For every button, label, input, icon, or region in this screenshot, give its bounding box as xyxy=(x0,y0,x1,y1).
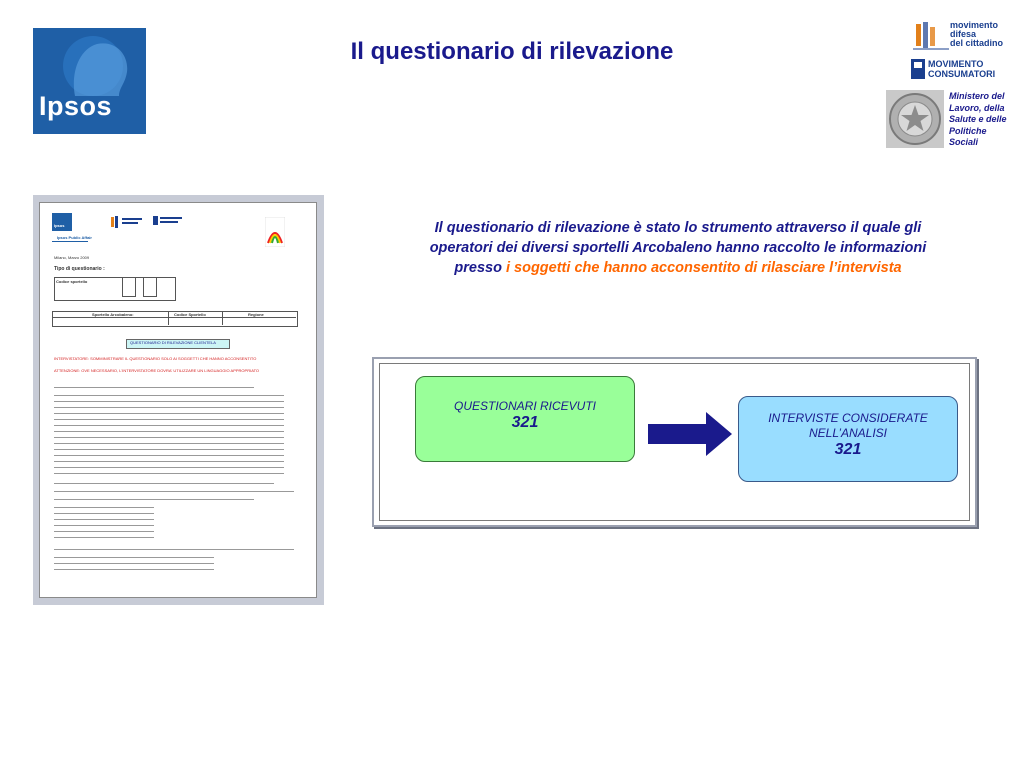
ministry-seal xyxy=(886,90,944,148)
ministry-label: Ministero del Lavoro, della Salute e delle Politiche Sociali xyxy=(949,91,1007,147)
ipsos-logo-text: Ipsos xyxy=(39,91,113,121)
scan-arcobaleno-logo xyxy=(265,217,285,247)
scan-mdc-logo xyxy=(110,215,144,229)
received-box xyxy=(415,376,635,462)
description-highlight: i soggetti che hanno acconsentito di rilasciare l’intervista xyxy=(505,260,902,276)
description-text: Il questionario di rilevazione è stato lo strumento attraverso il quale gli operatori dei diversi sportelli Arcobaleno hanno raccolto le informazioni presso i soggetti che hanno acconsentito di rilasciare l’intervista xyxy=(429,220,927,276)
scan-ipsos-logo xyxy=(52,213,72,231)
page-title: Il questionario di rilevazione xyxy=(350,38,674,65)
received-value: 321 xyxy=(511,414,539,431)
received-label: QUESTIONARI RICEVUTI xyxy=(453,399,596,413)
arrow-right-icon xyxy=(648,412,732,456)
considered-box xyxy=(738,396,958,482)
considered-label: INTERVISTE CONSIDERATE NELL’ANALISI xyxy=(768,411,928,440)
questionnaire-page: Ipsos Ipsos Public Affair Milano, Marzo 2009 Tipo di questionario : Codice sportello Sportello Arcobaleno: Codice Sportello Regione QUESTIONARIO DI RILEVAZIONE CLIENTELA INTERVISTATORE: SOMMINISTRARE IL QUESTIONARIO SOLO AI SOGGETTI CHE HANNO ACCONSENTITO ATTENZIONE: OVE NECESSARIO, L'INTERVISTATORE DOVRA' UTILIZZARE UN LINGUAGGIO APPROPRIATO xyxy=(39,202,317,598)
mdc-logo-text: movimento difesa del cittadino xyxy=(950,20,1004,48)
questionnaire-scan xyxy=(33,195,324,605)
star-seal-icon xyxy=(886,90,944,148)
mc-logo-text: MOVIMENTO CONSUMATORI xyxy=(928,59,996,79)
scan-mc-logo xyxy=(152,215,186,229)
considered-value: 321 xyxy=(834,441,862,458)
